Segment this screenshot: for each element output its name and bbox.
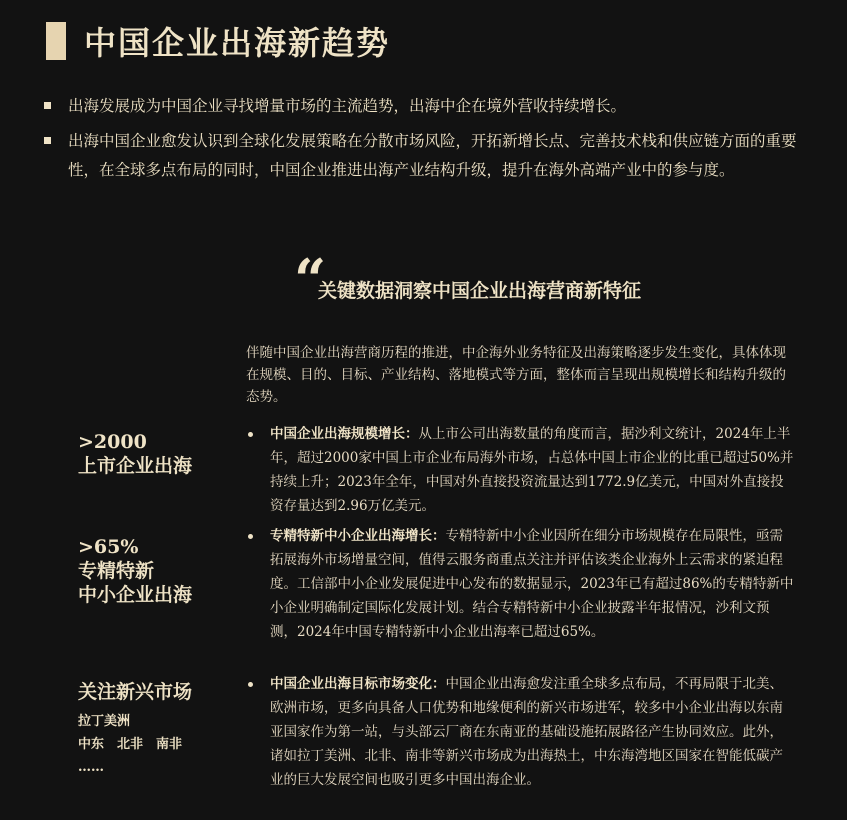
title-accent-bar bbox=[46, 22, 66, 60]
insight-point bbox=[246, 422, 794, 518]
top-bullet-text: 出海中国企业愈发认识到全球化发展策略在分散市场风险，开拓新增长点、完善技术栈和供应链方面的重要性，在全球多点布局的同时，中国企业推进出海产业结构升级，提升在海外高端产业中的参与度。 bbox=[68, 132, 797, 179]
round-bullet-icon bbox=[248, 682, 253, 687]
insight-point-label: 中国企业出海目标市场变化： bbox=[270, 676, 446, 692]
stat-market: 拉丁美洲 bbox=[78, 714, 131, 729]
round-bullet-icon bbox=[248, 432, 253, 437]
quote-icon: “ bbox=[294, 247, 327, 313]
insight-point bbox=[246, 524, 794, 644]
top-bullet-item bbox=[44, 127, 804, 185]
stat-specialized-smes bbox=[78, 535, 192, 607]
stat-listed-companies bbox=[78, 430, 192, 478]
stat-market: 中东 北非 南非 bbox=[78, 737, 183, 752]
insight-point bbox=[246, 672, 794, 792]
stat-label: 专精特新 bbox=[78, 560, 155, 582]
stat-label: 上市企业出海 bbox=[78, 455, 193, 477]
stat-ellipsis: …… bbox=[78, 760, 104, 775]
top-bullet-text: 出海发展成为中国企业寻找增量市场的主流趋势，出海中企在境外营收持续增长。 bbox=[68, 97, 627, 115]
stat-value: >65% bbox=[78, 536, 139, 558]
insight-point-label: 中国企业出海规模增长： bbox=[270, 426, 419, 442]
stat-label: 中小企业出海 bbox=[78, 584, 193, 606]
insight-point-text: 专精特新中小企业因所在细分市场规模存在局限性，亟需拓展海外市场增量空间，值得云服务商重点关注并评估该类企业海外上云需求的紧迫程度。工信部中小企业发展促进中心发布的数据显示，2023年已有超过86%的专精特新中小企业明确制定国际化发展计划。结合专精特新中小企业披露半年报情况，沙利文预测，2024年中国专精特新中小企业出海率已超过65%。 bbox=[270, 528, 794, 640]
insight-point-text: 从上市公司出海数量的角度而言，据沙利文统计，2024年上半年，超过2000家中国上市企业布局海外市场，占总体中国上市企业的比重已超过50%并持续上升；2023年全年，中国对外直接投资流量达到1772.9亿美元，中国对外直接投资存量达到2.96万亿美元。 bbox=[270, 426, 794, 514]
round-bullet-icon bbox=[248, 534, 253, 539]
top-bullet-list bbox=[44, 92, 804, 191]
stat-label: 关注新兴市场 bbox=[78, 681, 193, 703]
stat-emerging-markets bbox=[78, 680, 192, 779]
insight-point-label: 专精特新中小企业出海增长： bbox=[270, 528, 446, 544]
square-bullet-icon bbox=[44, 102, 51, 109]
square-bullet-icon bbox=[44, 137, 51, 144]
top-bullet-item bbox=[44, 92, 804, 121]
page-title: 中国企业出海新趋势 bbox=[84, 24, 391, 62]
section-intro: 伴随中国企业出海营商历程的推进，中企海外业务特征及出海策略逐步发生变化，具体体现在规模、目的、目标、产业结构、落地模式等方面，整体而言呈现出规模增长和结构升级的态势。 bbox=[246, 345, 786, 405]
stat-value: >2000 bbox=[78, 431, 147, 453]
section-title: 关键数据洞察中国企业出海营商新特征 bbox=[318, 280, 642, 302]
insight-point-text: 中国企业出海愈发注重全球多点布局，不再局限于北美、欧洲市场，更多向具备人口优势和地缘便利的新兴市场进军，较多中小企业出海以东南亚国家作为第一站，与头部云厂商在东南亚的基础设施拓展路径产生协同效应。此外，诸如拉丁美洲、北非、南非等新兴市场成为出海热土，中东海湾地区国家在智能低碳产业的巨大发展空间也吸引更多中国出海企业。 bbox=[270, 676, 783, 788]
